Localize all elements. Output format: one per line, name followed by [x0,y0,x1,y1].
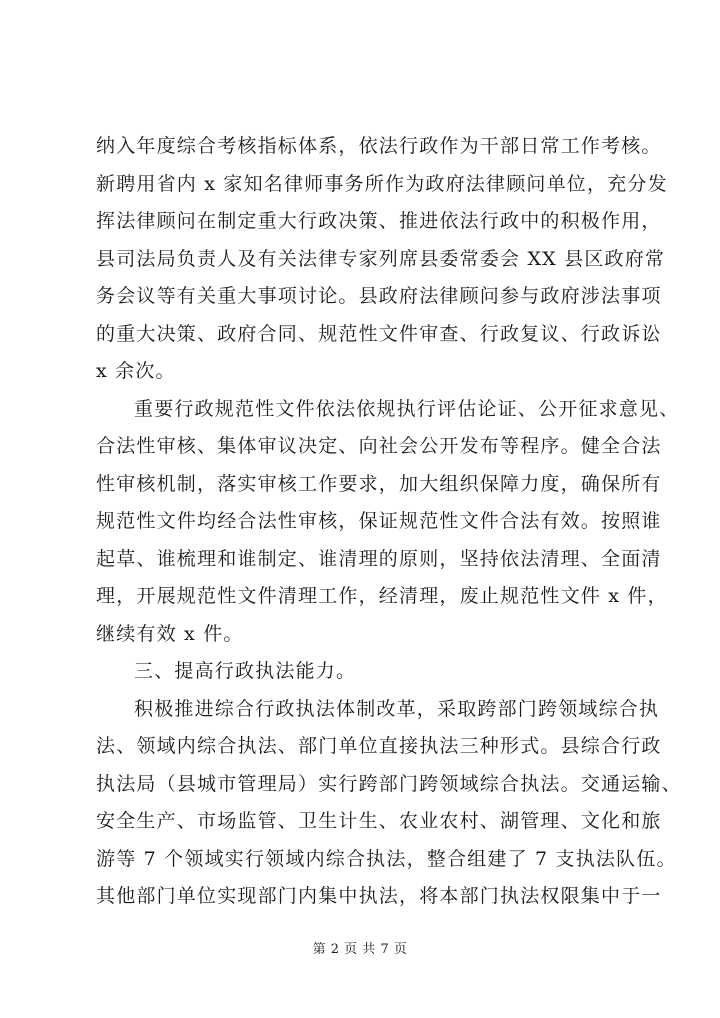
body-line: 县司法局负责人及有关法律专家列席县委常委会 XX 县区政府常 [96,247,666,270]
section-heading: 三、提高行政执法能力。 [134,660,357,682]
body-line: 游等 7 个领域实行领域内综合执法，整合组建了 7 支执法队伍。 [96,847,677,870]
paragraph-start-line: 重要行政规范性文件依法依规执行评估论证、公开征求意见、 [134,397,680,420]
body-line: 法、领域内综合执法、部门单位直接执法三种形式。县综合行政 [96,735,662,757]
body-line: 安全生产、市场监管、卫生计生、农业农村、湖管理、文化和旅 [96,810,662,832]
body-line: 理，开展规范性文件清理工作，经清理，废止规范性文件 x 件， [96,585,668,607]
body-line: 新聘用省内 x 家知名律师事务所作为政府法律顾问单位，充分发 [96,172,668,195]
body-line: 其他部门单位实现部门内集中执法，将本部门执法权限集中于一 [96,885,662,907]
document-body [96,128,682,916]
body-line: 起草、谁梳理和谁制定、谁清理的原则，坚持依法清理、全面清 [96,547,662,570]
body-line: 纳入年度综合考核指标体系，依法行政作为干部日常工作考核。 [96,135,662,157]
page-number-footer: 第 2 页 共 7 页 [312,942,408,957]
body-line: 规范性文件均经合法性审核，保证规范性文件合法有效。按照谁 [96,510,662,532]
paragraph-start-line: 积极推进综合行政执法体制改革，采取跨部门跨领域综合执 [134,697,660,720]
body-line: 执法局（县城市管理局）实行跨部门跨领域综合执法。交通运输、 [96,772,682,795]
body-line: 的重大决策、政府合同、规范性文件审查、行政复议、行政诉讼 [96,322,662,345]
body-line: 性审核机制，落实审核工作要求，加大组织保障力度，确保所有 [96,472,662,495]
body-line: 合法性审核、集体审议决定、向社会公开发布等程序。健全合法 [96,435,662,457]
body-line: x 余次。 [96,360,176,382]
body-line: 挥法律顾问在制定重大行政决策、推进依法行政中的积极作用， [96,210,662,232]
body-line: 务会议等有关重大事项讨论。县政府法律顾问参与政府涉法事项 [96,285,662,307]
body-line: 继续有效 x 件。 [96,622,244,645]
